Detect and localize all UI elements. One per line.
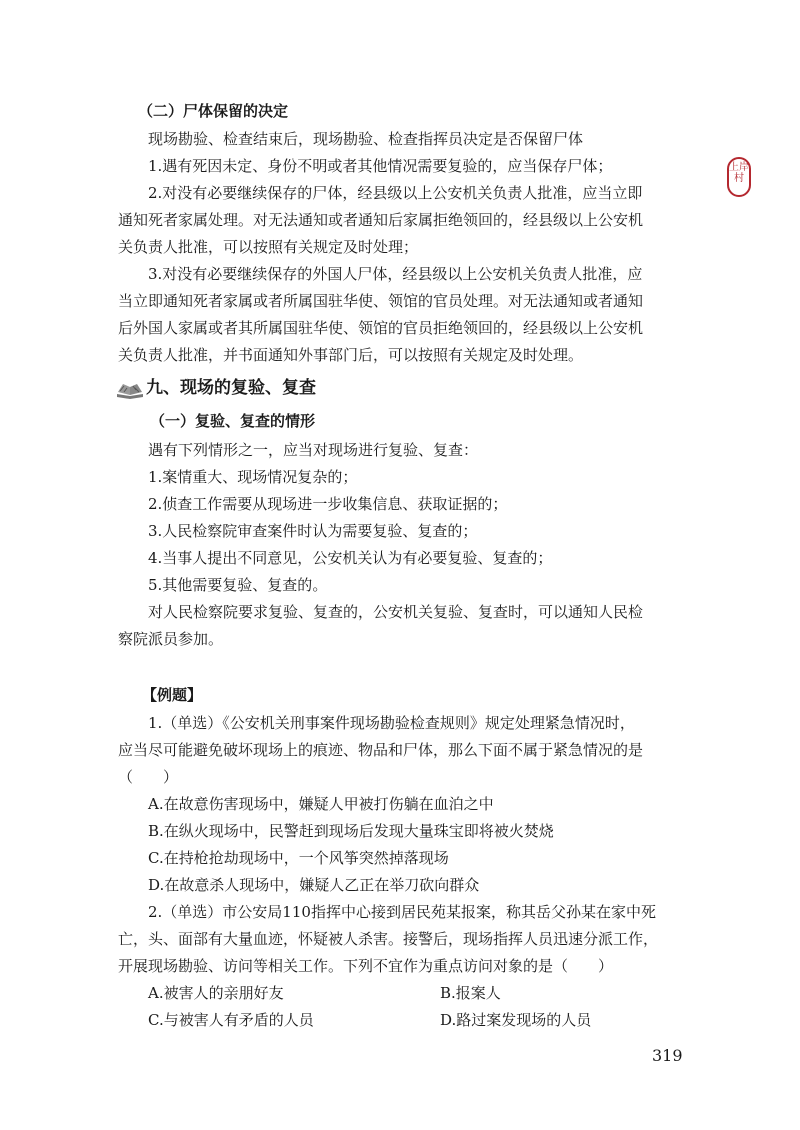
paragraph-line: 后外国人家属或者其所属国驻华使、领馆的官员拒绝领回的，经县级以上公安机 bbox=[118, 319, 644, 337]
paragraph-line: 对人民检察院要求复验、复查的，公安机关复验、复查时，可以通知人民检 bbox=[148, 603, 644, 621]
list-item: 1.遇有死因未定、身份不明或者其他情况需要复验的，应当保存尸体； bbox=[148, 157, 613, 175]
question-line: 开展现场勘验、访问等相关工作。下列不宜作为重点访问对象的是（ ） bbox=[118, 957, 614, 975]
list-item: 2.对没有必要继续保存的尸体，经县级以上公安机关负责人批准，应当立即 bbox=[148, 184, 643, 202]
paragraph-line: 关负责人批准，并书面通知外事部门后，可以按照有关规定及时处理。 bbox=[118, 346, 584, 364]
answer-option: D.路过案发现场的人员 bbox=[440, 1011, 592, 1029]
question-line: （ ） bbox=[118, 768, 179, 786]
paragraph-line: 现场勘验、检查结束后，现场勘验、检查指挥员决定是否保留尸体 bbox=[148, 130, 584, 148]
paragraph-line: 当立即通知死者家属或者所属国驻华使、领馆的官员处理。对无法通知或者通知 bbox=[118, 292, 644, 310]
seal-stamp: 上岸村 bbox=[727, 157, 751, 197]
list-item: 5.其他需要复验、复查的。 bbox=[148, 576, 328, 594]
subsection-heading-1: （一）复验、复查的情形 bbox=[150, 412, 316, 430]
list-item: 2.侦查工作需要从现场进一步收集信息、获取证据的； bbox=[148, 495, 508, 513]
answer-option: A.被害人的亲朋好友 bbox=[148, 984, 284, 1002]
section-heading-9: 九、现场的复验、复查 bbox=[146, 378, 316, 398]
answer-option: A.在故意伤害现场中，嫌疑人甲被打伤躺在血泊之中 bbox=[148, 795, 494, 813]
list-item: 3.对没有必要继续保存的外国人尸体，经县级以上公安机关负责人批准，应 bbox=[148, 265, 643, 283]
paragraph-line: 关负责人批准，可以按照有关规定及时处理； bbox=[118, 238, 419, 256]
paragraph-line: 通知死者家属处理。对无法通知或者通知后家属拒绝领回的，经县级以上公安机 bbox=[118, 211, 644, 229]
answer-option: B.在纵火现场中，民警赶到现场后发现大量珠宝即将被火焚烧 bbox=[148, 822, 554, 840]
question-line: 应当尽可能避免破坏现场上的痕迹、物品和尸体，那么下面不属于紧急情况的是 bbox=[118, 741, 644, 759]
paragraph-line: 遇有下列情形之一，应当对现场进行复验、复查： bbox=[148, 441, 479, 459]
example-heading: 【例题】 bbox=[142, 686, 203, 704]
book-icon bbox=[115, 381, 145, 399]
question-line: 2.（单选）市公安局110指挥中心接到居民苑某报案，称其岳父孙某在家中死 bbox=[148, 903, 656, 921]
list-item: 3.人民检察院审查案件时认为需要复验、复查的； bbox=[148, 522, 478, 540]
answer-option: C.在持枪抢劫现场中，一个风筝突然掉落现场 bbox=[148, 849, 449, 867]
question-line: 亡，头、面部有大量血迹，怀疑被人杀害。接警后，现场指挥人员迅速分派工作， bbox=[118, 930, 659, 948]
paragraph-line: 察院派员参加。 bbox=[118, 630, 224, 648]
list-item: 4.当事人提出不同意见，公安机关认为有必要复验、复查的； bbox=[148, 549, 553, 567]
question-line: 1.（单选）《公安机关刑事案件现场勘验检查规则》规定处理紧急情况时， bbox=[148, 714, 635, 732]
answer-option: C.与被害人有矛盾的人员 bbox=[148, 1011, 314, 1029]
subsection-heading-2: （二）尸体保留的决定 bbox=[138, 102, 289, 120]
answer-option: D.在故意杀人现场中，嫌疑人乙正在举刀砍向群众 bbox=[148, 876, 480, 894]
page-number: 319 bbox=[652, 1046, 683, 1065]
list-item: 1.案情重大、现场情况复杂的； bbox=[148, 468, 358, 486]
answer-option: B.报案人 bbox=[440, 984, 501, 1002]
